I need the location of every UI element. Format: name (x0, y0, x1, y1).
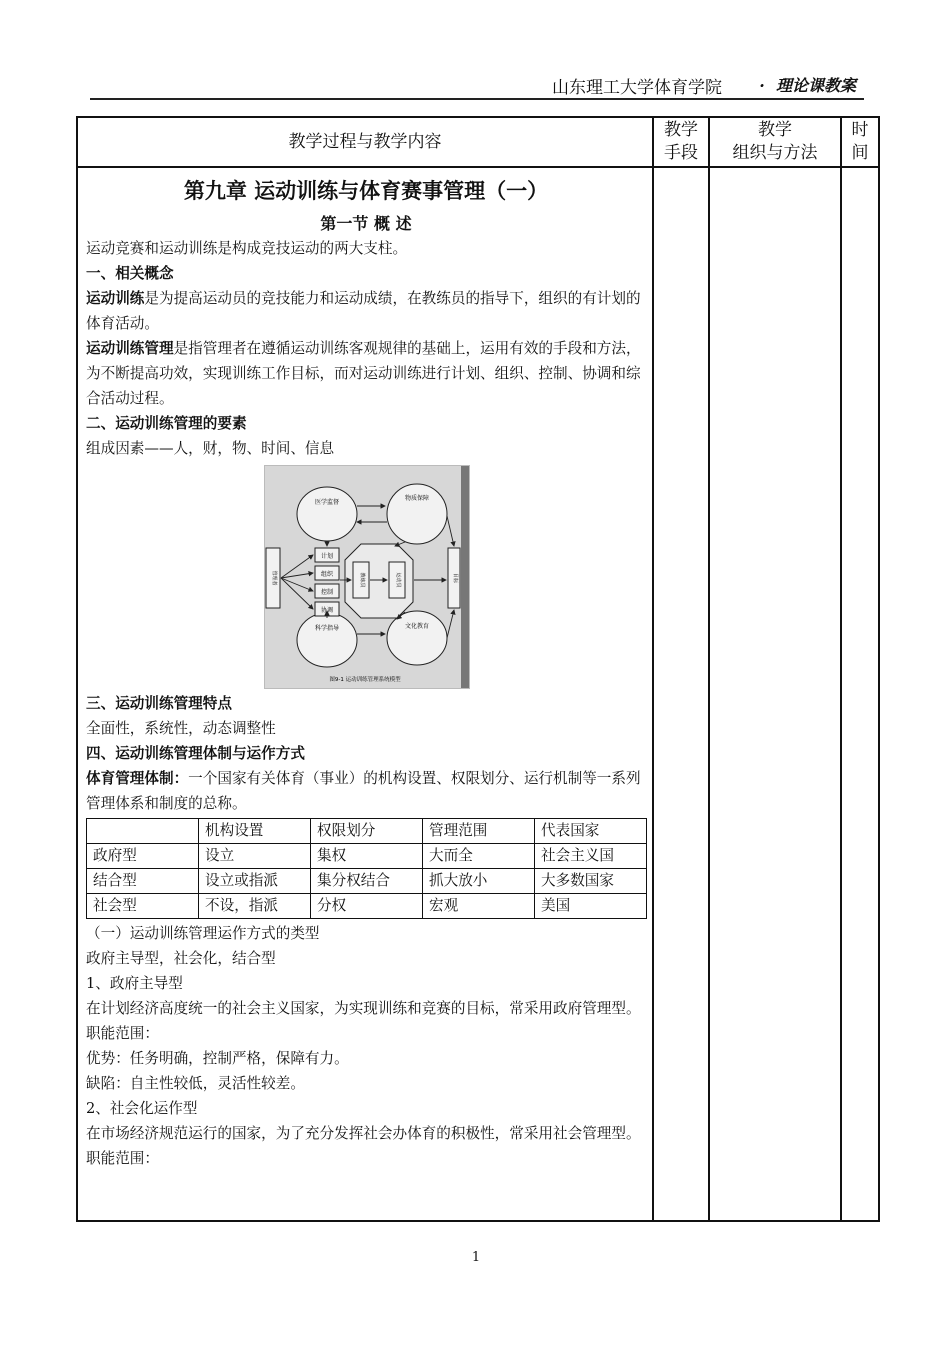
government-type-desc: 在计划经济高度统一的社会主义国家，为实现训练和竞赛的目标，常采用政府管理型。 (86, 1000, 641, 1017)
circle-material (387, 484, 447, 544)
means-cell (653, 167, 709, 1221)
definition-training: 运动训练是为提高运动员的竞技能力和运动成绩，在教练员的指导下，组织的有计划的体育活动。 (86, 290, 641, 332)
table-cell: 机构设置 (199, 819, 311, 844)
table-cell: 社会主义国 (535, 844, 647, 869)
section-2-heading: 二、运动训练管理的要素 (86, 415, 247, 432)
table-cell: 抓大放小 (423, 869, 535, 894)
header-course: · 理论课教案 (759, 76, 856, 95)
svg-text:目标: 目标 (452, 572, 458, 584)
lesson-plan-table (76, 116, 880, 1222)
box-plan (315, 548, 339, 562)
header-organization: 教学 组织与方法 (709, 117, 841, 167)
header-school: 山东理工大学体育学院 (552, 78, 722, 98)
svg-text:协调: 协调 (320, 607, 334, 614)
organization-cell (709, 167, 841, 1221)
box-control (315, 584, 339, 598)
table-header-row (77, 117, 879, 167)
section-4-heading: 四、运动训练管理体制与运作方式 (86, 745, 305, 762)
government-type-heading: 1、政府主导型 (86, 975, 183, 992)
page-header (90, 70, 864, 100)
table-row (87, 819, 647, 844)
operation-types-heading: （一）运动训练管理运作方式的类型 (86, 925, 320, 942)
table-cell: 管理范围 (423, 819, 535, 844)
table-cell: 宏观 (423, 894, 535, 919)
definition-training-management: 运动训练管理是指管理者在遵循运动训练客观规律的基础上，运用有效的手段和方法，为不断提高功效，实现训练工作目标，而对运动训练进行计划、组织、控制、协调和综合活动过程。 (86, 340, 641, 407)
svg-text:运动员: 运动员 (395, 572, 401, 588)
social-type-desc: 在市场经济规范运行的国家，为了充分发挥社会办体育的积极性，常采用社会管理型。 (86, 1125, 641, 1142)
table-cell (87, 819, 199, 844)
table-row (87, 844, 647, 869)
header-content: 教学过程与教学内容 (77, 117, 653, 167)
page-number: 1 (471, 1250, 481, 1265)
social-type-heading: 2、社会化运作型 (86, 1100, 198, 1117)
system-diagram (265, 466, 469, 688)
section-3-text: 全面性，系统性，动态调整性 (86, 720, 276, 737)
table-cell: 不设，指派 (199, 894, 311, 919)
circle-culture (387, 611, 447, 665)
intro-text: 运动竞赛和运动训练是构成竞技运动的两大支柱。 (86, 240, 408, 257)
table-cell: 分权 (311, 894, 423, 919)
svg-text:组织: 组织 (320, 571, 334, 578)
government-drawback: 缺陷：自主性较低，灵活性较差。 (86, 1075, 305, 1092)
system-definition: 体育管理体制：一个国家有关体育（事业）的机构设置、权限划分、运行机制等一系列管理体系和制度的总称。 (86, 770, 641, 812)
header-means: 教学 手段 (653, 117, 709, 167)
section-1-heading: 一、相关概念 (86, 265, 174, 282)
svg-text:计划: 计划 (320, 553, 334, 560)
svg-text:控制: 控制 (320, 589, 334, 596)
table-cell: 大多数国家 (535, 869, 647, 894)
content-cell (77, 167, 653, 1221)
circle-medical (297, 487, 357, 541)
table-cell: 政府型 (87, 844, 199, 869)
operation-types-list: 政府主导型，社会化，结合型 (86, 950, 276, 967)
svg-text:科学指导: 科学指导 (314, 625, 340, 632)
figure-caption: 图9-1 运动训练管理系统模型 (329, 677, 401, 683)
table-cell: 美国 (535, 894, 647, 919)
table-cell: 结合型 (87, 869, 199, 894)
table-cell: 集分权结合 (311, 869, 423, 894)
social-scope: 职能范围： (86, 1150, 159, 1167)
box-organize (315, 566, 339, 580)
table-cell: 设立 (199, 844, 311, 869)
table-cell: 权限划分 (311, 819, 423, 844)
table-cell: 社会型 (87, 894, 199, 919)
svg-text:物质保障: 物质保障 (404, 495, 430, 502)
svg-text:医学监督: 医学监督 (314, 499, 340, 506)
svg-text:管理者: 管理者 (271, 570, 277, 586)
time-cell (841, 167, 879, 1221)
chapter-title: 第九章 运动训练与体育赛事管理（一） (183, 178, 549, 203)
section-title: 第一节 概 述 (320, 214, 412, 233)
section-2-text: 组成因素——人，财，物、时间、信息 (86, 440, 335, 457)
section-3-heading: 三、运动训练管理特点 (86, 695, 232, 712)
management-system-figure (264, 465, 470, 689)
svg-text:文化教育: 文化教育 (404, 623, 430, 630)
svg-text:教练员: 教练员 (359, 572, 365, 588)
box-goal (448, 548, 460, 608)
circle-science (297, 613, 357, 667)
table-body-row (77, 167, 879, 1221)
table-cell: 大而全 (423, 844, 535, 869)
header-time: 时 间 (841, 117, 879, 167)
table-cell: 集权 (311, 844, 423, 869)
box-coach (353, 562, 369, 598)
table-row (87, 869, 647, 894)
table-cell: 设立或指派 (199, 869, 311, 894)
box-athlete (389, 562, 405, 598)
government-scope: 职能范围： (86, 1025, 159, 1042)
management-system-table (86, 818, 647, 919)
table-cell: 代表国家 (535, 819, 647, 844)
government-advantage: 优势：任务明确，控制严格，保障有力。 (86, 1050, 349, 1067)
table-row (87, 894, 647, 919)
box-manager (266, 548, 280, 608)
